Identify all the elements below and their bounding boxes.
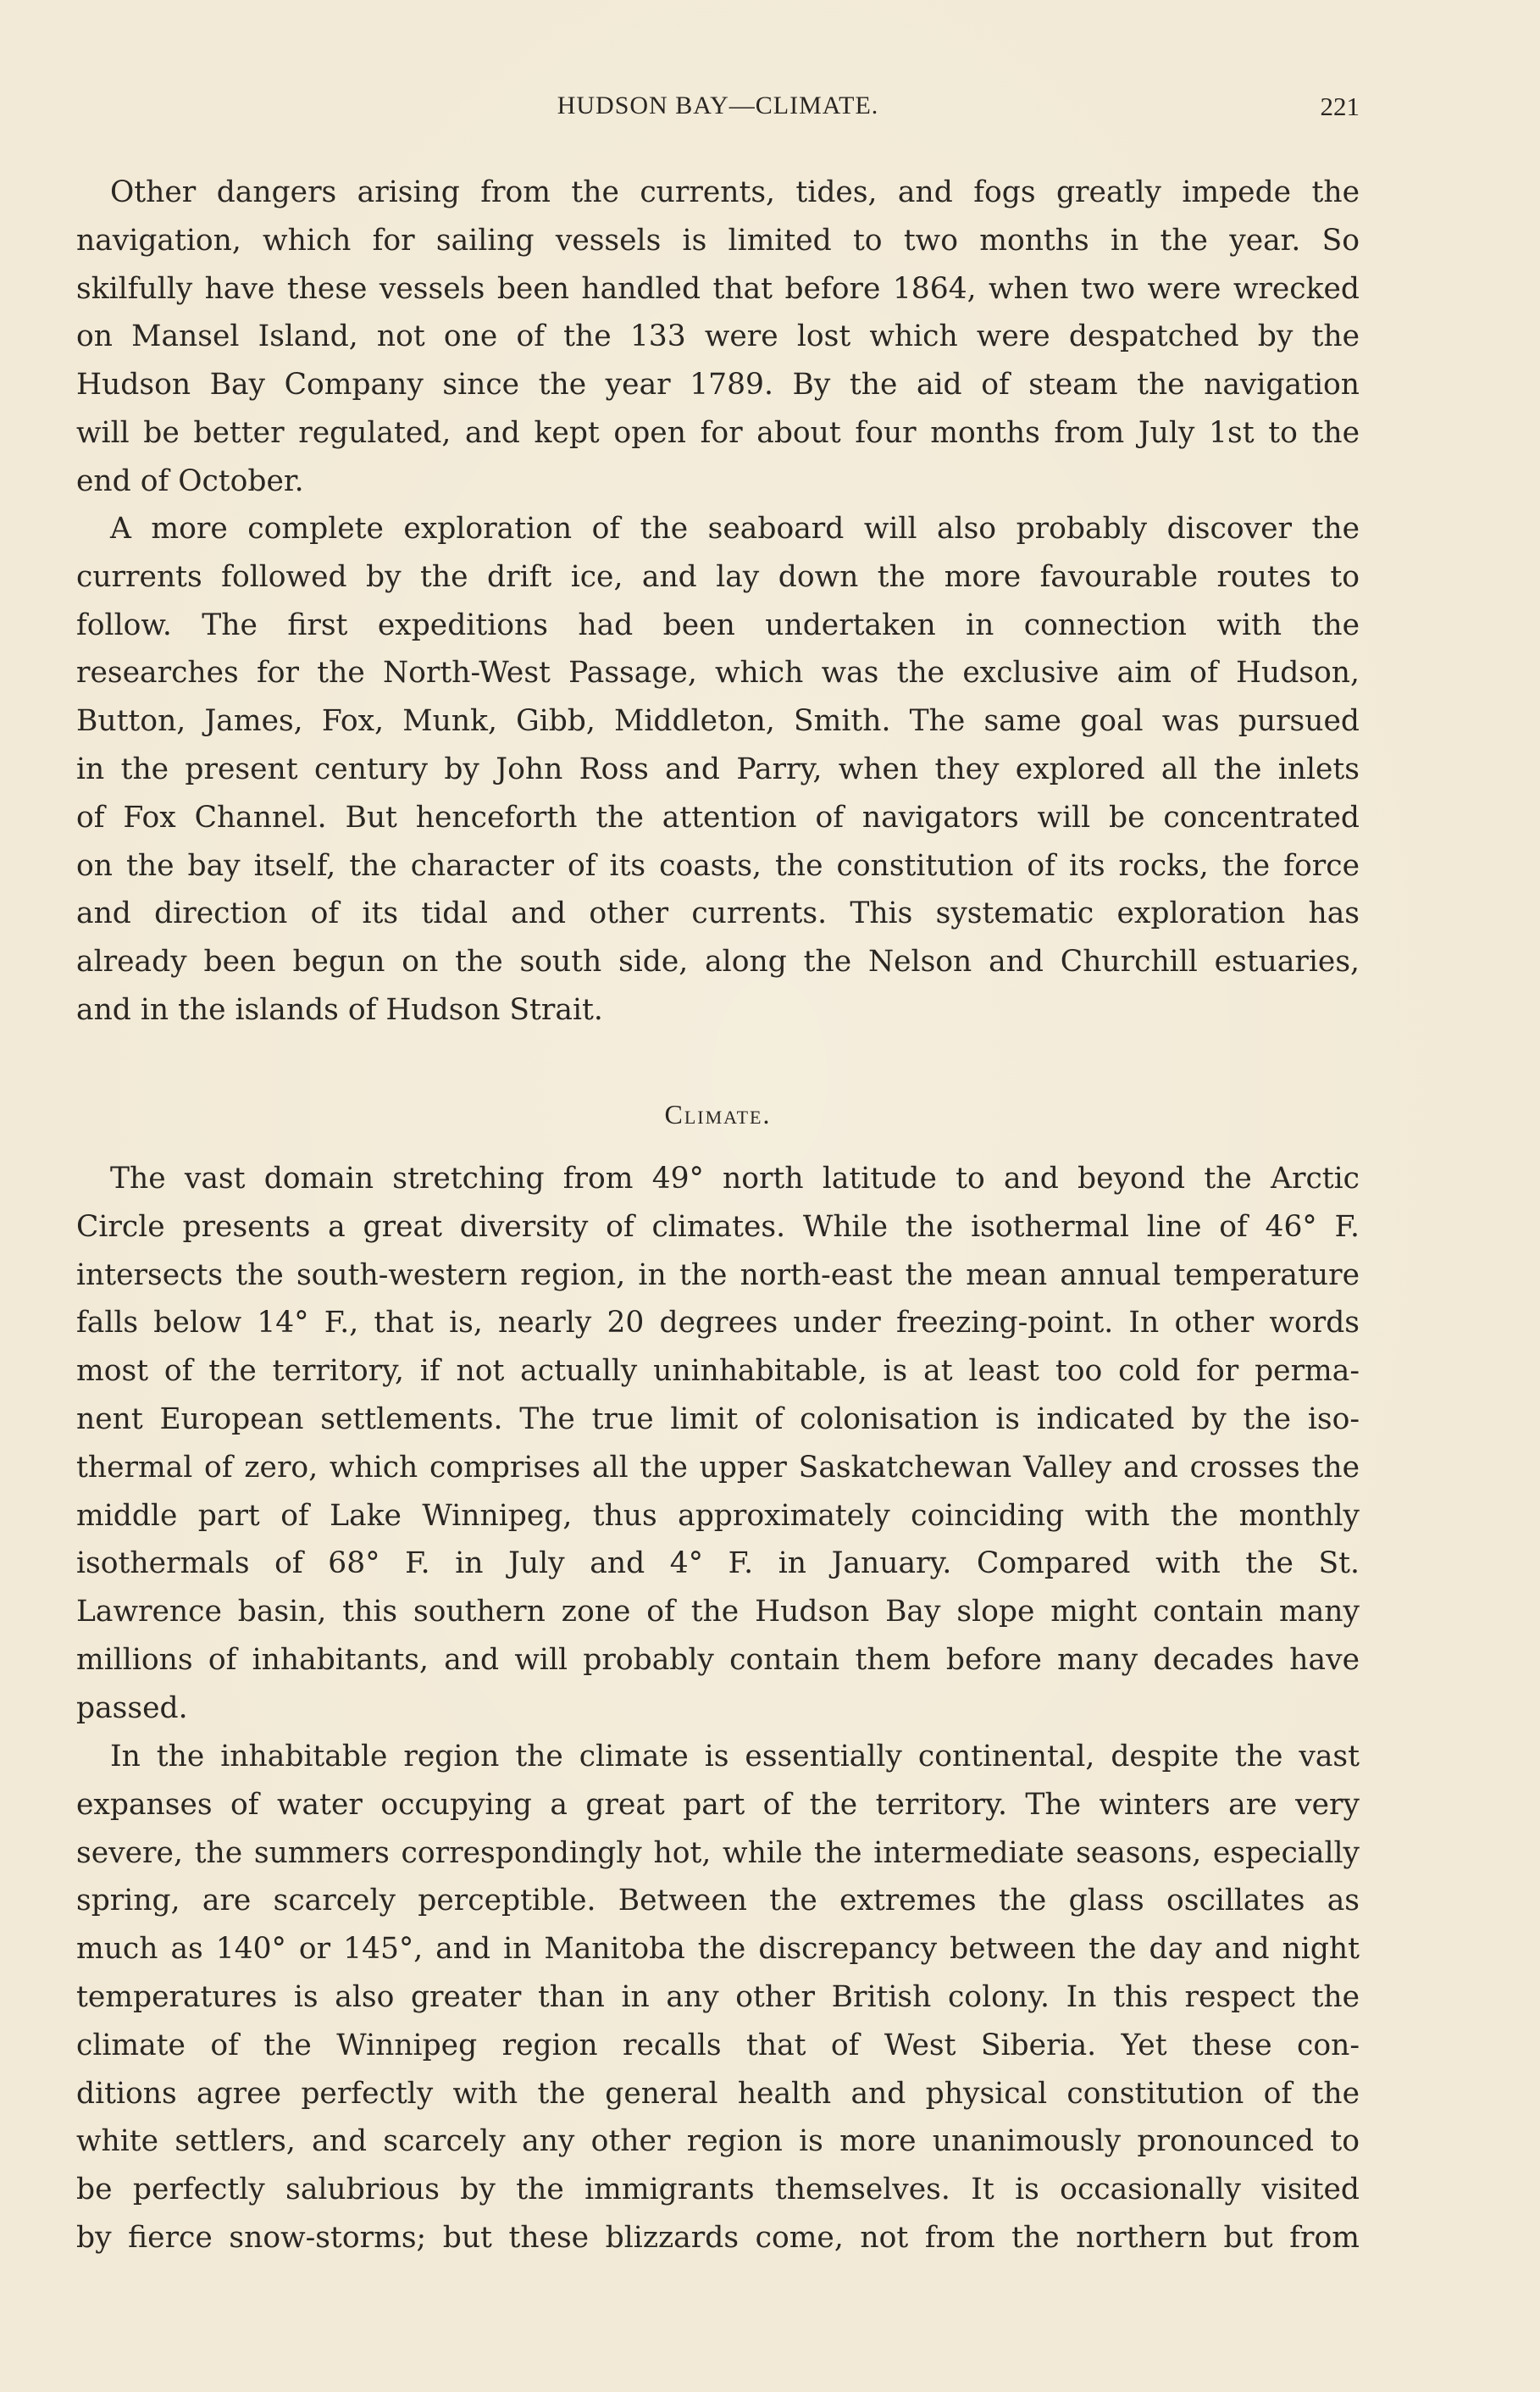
section-heading-climate: Climate.	[664, 1099, 772, 1129]
paragraph-navigation-dangers	[76, 169, 1360, 506]
text-line: spring, are scarcely perceptible. Between the extremes the glass oscillates as	[76, 1884, 1360, 1918]
text-line: passed.	[76, 1690, 188, 1725]
text-line: Other dangers arising from the currents, tides, and fogs greatly impede the	[110, 175, 1360, 209]
text-line: In the inhabitable region the climate is essentially continental, despite the vast	[110, 1740, 1360, 1773]
text-line: Circle presents a great diversity of climates. While the isothermal line of 46° F.	[76, 1209, 1360, 1244]
text-line: Lawrence basin, this southern zone of the Hudson Bay slope might contain many	[76, 1595, 1360, 1629]
text-line: Button, James, Fox, Munk, Gibb, Middleton, Smith. The same goal was pursued	[76, 704, 1360, 739]
text-line: end of October.	[76, 463, 304, 498]
text-line: millions of inhabitants, and will probably contain them before many decades have	[76, 1642, 1360, 1677]
text-line: on the bay itself, the character of its coasts, the constitution of its rocks, the force	[76, 848, 1360, 883]
running-head: HUDSON BAY—CLIMATE.	[557, 92, 879, 119]
text-line: The vast domain stretching from 49° north latitude to and beyond the Arctic	[110, 1162, 1360, 1196]
text-line: much as 140° or 145°, and in Manitoba the discrepancy between the day and night	[76, 1932, 1360, 1967]
text-line: middle part of Lake Winnipeg, thus approximately coinciding with the monthly	[76, 1498, 1360, 1533]
text-line: falls below 14° F., that is, nearly 20 degrees under freezing-point. In other words	[76, 1306, 1360, 1340]
text-line: nent European settlements. The true limit of colonisation is indicated by the iso-	[76, 1401, 1360, 1436]
text-line: will be better regulated, and kept open for about four months from July 1st to the	[76, 415, 1360, 450]
text-line: expanses of water occupying a great part of the territory. The winters are very	[76, 1787, 1360, 1822]
text-line: and in the islands of Hudson Strait.	[76, 992, 603, 1027]
text-line: and direction of its tidal and other currents. This systematic exploration has	[76, 896, 1360, 931]
text-line: intersects the south-western region, in the north-east the mean annual temperature	[76, 1257, 1360, 1292]
text-line: thermal of zero, which comprises all the upper Saskatchewan Valley and crosses the	[76, 1450, 1360, 1485]
text-line: temperatures is also greater than in any other British colony. In this respect the	[76, 1979, 1360, 2014]
text-line: isothermals of 68° F. in July and 4° F. in January. Compared with the St.	[76, 1546, 1360, 1581]
paragraph-exploration	[76, 505, 1360, 1035]
text-line: already been begun on the south side, along the Nelson and Churchill estuaries,	[76, 945, 1360, 980]
text-line: climate of the Winnipeg region recalls that of West Siberia. Yet these con-	[76, 2028, 1360, 2062]
text-line: A more complete exploration of the seaboard will also probably discover the	[110, 512, 1360, 546]
text-line: in the present century by John Ross and Parry, when they explored all the inlets	[76, 752, 1360, 786]
text-line: by fierce snow-storms; but these blizzards come, not from the northern but from	[76, 2220, 1360, 2255]
text-line: on Mansel Island, not one of the 133 were lost which were despatched by the	[76, 319, 1360, 354]
text-line: Hudson Bay Company since the year 1789. By the aid of steam the navigation	[76, 368, 1360, 402]
text-line: white settlers, and scarcely any other region is more unanimously pronounced to	[76, 2124, 1360, 2159]
page-number: 221	[1320, 92, 1360, 121]
text-line: be perfectly salubrious by the immigrants themselves. It is occasionally visited	[76, 2173, 1360, 2207]
paragraph-continental-climate	[76, 1733, 1360, 2262]
text-line: navigation, which for sailing vessels is limited to two months in the year. So	[76, 223, 1360, 258]
page-header	[76, 92, 1360, 134]
text-line: ditions agree perfectly with the general health and physical constitution of the	[76, 2076, 1360, 2111]
text-line: skilfully have these vessels been handled that before 1864, when two were wrecked	[76, 271, 1360, 306]
text-line: severe, the summers correspondingly hot, while the intermediate seasons, especially	[76, 1835, 1360, 1870]
text-line: of Fox Channel. But henceforth the attention of navigators will be concentrated	[76, 800, 1360, 835]
text-line: most of the territory, if not actually uninhabitable, is at least too cold for perma-	[76, 1354, 1360, 1389]
paragraph-climate-diversity	[76, 1155, 1360, 1733]
text-line: follow. The first expeditions had been undertaken in connection with the	[76, 608, 1360, 642]
text-line: currents followed by the drift ice, and lay down the more favourable routes to	[76, 559, 1360, 594]
text-line: researches for the North-West Passage, which was the exclusive aim of Hudson,	[76, 656, 1360, 691]
